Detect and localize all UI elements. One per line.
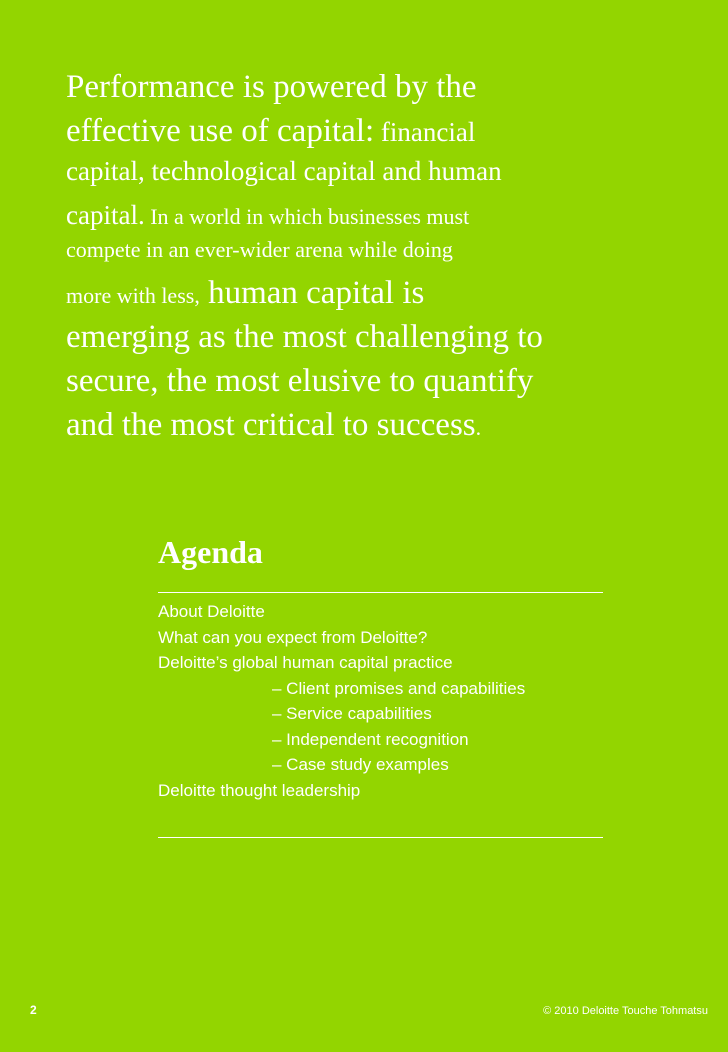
intro-line-5: compete in an ever-wider arena while doing: [66, 237, 453, 262]
intro-line-4: capital. In a world in which businesses must: [66, 200, 470, 230]
agenda-item-expectations: What can you expect from Deloitte?: [158, 627, 428, 647]
agenda-subitem-independent-recognition: – Independent recognition: [272, 729, 469, 749]
intro-line-8: secure, the most elusive to quantify: [66, 363, 534, 399]
agenda-subitem-case-studies: – Case study examples: [272, 755, 449, 774]
intro-statement: [66, 66, 676, 448]
agenda-top-divider: [158, 592, 603, 593]
agenda-item-about-deloitte: About Deloitte: [158, 602, 265, 621]
agenda-section: [158, 532, 618, 838]
agenda-bottom-divider: [158, 837, 603, 838]
intro-line-6: more with less, human capital is: [66, 275, 425, 311]
intro-line-2: effective use of capital: financial: [66, 113, 476, 149]
intro-line-7: emerging as the most challenging to: [66, 319, 543, 355]
page-number: 2: [30, 1003, 37, 1017]
intro-line-9: and the most critical to success.: [66, 407, 482, 443]
agenda-subitem-client-promises: – Client promises and capabilities: [272, 678, 526, 698]
copyright-notice: © 2010 Deloitte Touche Tohmatsu: [543, 1005, 708, 1017]
agenda-item-human-capital-practice: Deloitte’s global human capital practice: [158, 653, 453, 672]
agenda-subitem-service-capabilities: – Service capabilities: [272, 704, 432, 723]
intro-line-3: capital, technological capital and human: [66, 156, 502, 186]
agenda-list: [158, 599, 618, 803]
intro-line-1: Performance is powered by the: [66, 69, 477, 105]
agenda-item-thought-leadership: Deloitte thought leadership: [158, 780, 361, 800]
agenda-title: Agenda: [158, 534, 263, 570]
